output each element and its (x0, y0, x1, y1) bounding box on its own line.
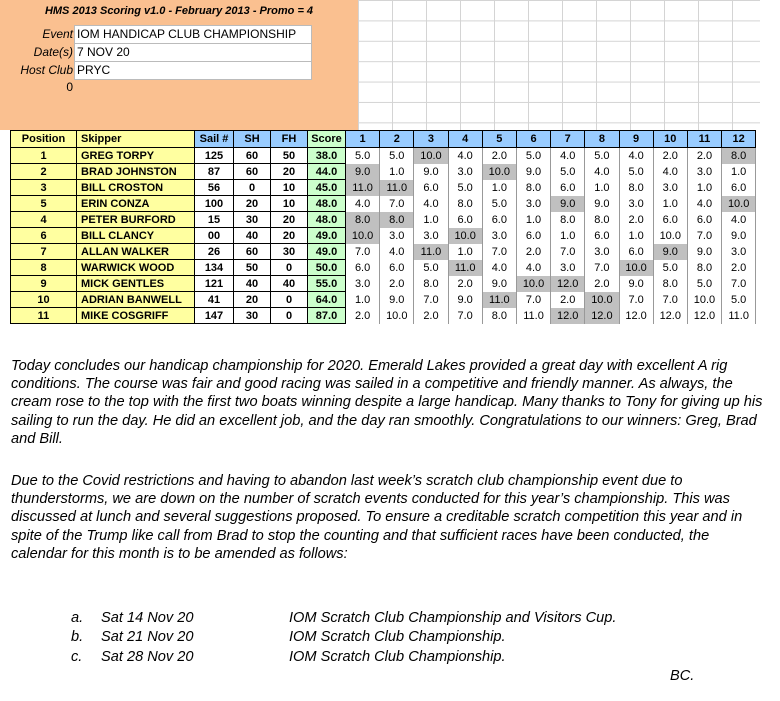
column-header: FH (271, 131, 308, 148)
race-score-cell: 1.0 (653, 196, 687, 212)
cell-sh: 30 (234, 308, 271, 324)
cell-fh: 0 (271, 260, 308, 276)
race-score-cell: 8.0 (653, 276, 687, 292)
race-score-cell: 7.0 (619, 292, 653, 308)
table-row (11, 260, 756, 276)
cell-score: 49.0 (308, 228, 346, 244)
race-score-cell: 7.0 (653, 292, 687, 308)
table-row (11, 180, 756, 196)
race-score-cell: 9.0 (516, 164, 550, 180)
race-score-cell: 3.0 (346, 276, 380, 292)
race-score-cell: 12.0 (551, 276, 585, 292)
race-score-cell: 2.0 (516, 244, 550, 260)
race-score-cell: 7.0 (448, 308, 482, 324)
race-score-cell: 1.0 (619, 228, 653, 244)
race-score-cell: 4.0 (482, 260, 516, 276)
race-score-cell: 10.0 (619, 260, 653, 276)
report-paragraph-2: Due to the Covid restrictions and having to abandon last week’s scratch club championship event due to thunderstorms, we are down on the number of scratch events conducted for this year’s championship. This was discussed at lunch and several suggestions proposed. To ensure a creditable scratch competition this year and in spite of the Trump like call from Brad to stop the counting and that sufficient races have been conducted, the calendar for this month is to be amended as follows: (11, 473, 743, 562)
race-score-cell: 11.0 (448, 260, 482, 276)
cell-sail: 41 (195, 292, 234, 308)
cell-fh: 10 (271, 180, 308, 196)
race-score-cell: 1.0 (722, 164, 756, 180)
race-score-cell: 4.0 (653, 164, 687, 180)
cell-sh: 60 (234, 244, 271, 260)
cell-sail: 125 (195, 148, 234, 164)
cell-fh: 30 (271, 244, 308, 260)
calendar-event: IOM Scratch Club Championship and Visitors Cup. (289, 610, 617, 626)
race-score-cell: 8.0 (551, 212, 585, 228)
cell-pos: 4 (11, 212, 77, 228)
race-score-cell: 4.0 (346, 196, 380, 212)
column-header: 7 (551, 131, 585, 148)
cell-fh: 20 (271, 164, 308, 180)
race-score-cell: 8.0 (516, 180, 550, 196)
dates-field[interactable]: 7 NOV 20 (74, 43, 312, 62)
race-score-cell: 5.0 (653, 260, 687, 276)
race-score-cell: 9.0 (414, 164, 448, 180)
column-header: SH (234, 131, 271, 148)
race-score-cell: 5.0 (619, 164, 653, 180)
race-score-cell: 2.0 (380, 276, 414, 292)
cell-score: 38.0 (308, 148, 346, 164)
race-score-cell: 11.0 (414, 244, 448, 260)
empty-grid (358, 0, 760, 130)
column-header: 12 (722, 131, 756, 148)
race-score-cell: 3.0 (619, 196, 653, 212)
race-score-cell: 5.0 (516, 148, 550, 164)
table-row (11, 276, 756, 292)
race-score-cell: 9.0 (722, 228, 756, 244)
column-header: 2 (380, 131, 414, 148)
column-header: Position (11, 131, 77, 148)
race-score-cell: 12.0 (619, 308, 653, 324)
calendar-letter: a. (71, 610, 84, 626)
race-score-cell: 10.0 (585, 292, 619, 308)
cell-pos: 5 (11, 196, 77, 212)
race-score-cell: 5.0 (551, 164, 585, 180)
race-score-cell: 2.0 (448, 276, 482, 292)
cell-score: 48.0 (308, 196, 346, 212)
column-header: 6 (516, 131, 550, 148)
cell-fh: 50 (271, 148, 308, 164)
column-header: 4 (448, 131, 482, 148)
race-score-cell: 5.0 (687, 276, 721, 292)
race-score-cell: 7.0 (551, 244, 585, 260)
race-score-cell: 4.0 (722, 212, 756, 228)
race-score-cell: 5.0 (448, 180, 482, 196)
race-score-cell: 9.0 (585, 196, 619, 212)
table-row (11, 196, 756, 212)
cell-fh: 0 (271, 292, 308, 308)
race-score-cell: 4.0 (687, 196, 721, 212)
cell-skipper: ALLAN WALKER (77, 244, 195, 260)
race-score-cell: 4.0 (551, 148, 585, 164)
race-score-cell: 8.0 (414, 276, 448, 292)
race-score-cell: 3.0 (653, 180, 687, 196)
cell-fh: 0 (271, 308, 308, 324)
cell-sh: 50 (234, 260, 271, 276)
cell-score: 45.0 (308, 180, 346, 196)
race-score-cell: 9.0 (653, 244, 687, 260)
race-score-cell: 6.0 (653, 212, 687, 228)
race-score-cell: 5.0 (585, 148, 619, 164)
cell-pos: 8 (11, 260, 77, 276)
cell-pos: 7 (11, 244, 77, 260)
results-table (10, 130, 756, 324)
column-header: 5 (482, 131, 516, 148)
race-score-cell: 2.0 (482, 148, 516, 164)
cell-pos: 6 (11, 228, 77, 244)
race-score-cell: 8.0 (346, 212, 380, 228)
race-score-cell: 5.0 (722, 292, 756, 308)
race-score-cell: 8.0 (448, 196, 482, 212)
race-score-cell: 3.0 (516, 196, 550, 212)
race-score-cell: 6.0 (551, 180, 585, 196)
race-score-cell: 7.0 (380, 196, 414, 212)
race-score-cell: 6.0 (380, 260, 414, 276)
counter-value: 0 (66, 80, 73, 94)
cell-pos: 3 (11, 180, 77, 196)
race-score-cell: 9.0 (482, 276, 516, 292)
calendar-event: IOM Scratch Club Championship. (289, 649, 506, 665)
race-score-cell: 9.0 (448, 292, 482, 308)
race-score-cell: 11.0 (346, 180, 380, 196)
table-row (11, 228, 756, 244)
race-score-cell: 11.0 (722, 308, 756, 324)
cell-pos: 9 (11, 276, 77, 292)
cell-sail: 00 (195, 228, 234, 244)
cell-score: 44.0 (308, 164, 346, 180)
race-score-cell: 3.0 (585, 244, 619, 260)
host-club-field[interactable]: PRYC (74, 61, 312, 80)
race-score-cell: 8.0 (380, 212, 414, 228)
dates-label: Date(s) (33, 45, 73, 59)
event-field[interactable]: IOM HANDICAP CLUB CHAMPIONSHIP (74, 25, 312, 44)
scoring-title: HMS 2013 Scoring v1.0 - February 2013 - Promo = 4 (44, 5, 314, 17)
cell-score: 50.0 (308, 260, 346, 276)
race-score-cell: 3.0 (482, 228, 516, 244)
race-score-cell: 12.0 (551, 308, 585, 324)
race-score-cell: 1.0 (516, 212, 550, 228)
cell-skipper: ERIN CONZA (77, 196, 195, 212)
race-score-cell: 3.0 (722, 244, 756, 260)
host-club-label: Host Club (20, 63, 73, 77)
table-row (11, 164, 756, 180)
cell-sh: 40 (234, 228, 271, 244)
race-score-cell: 10.0 (687, 292, 721, 308)
cell-skipper: ADRIAN BANWELL (77, 292, 195, 308)
cell-sh: 40 (234, 276, 271, 292)
table-row (11, 244, 756, 260)
race-score-cell: 8.0 (482, 308, 516, 324)
race-score-cell: 5.0 (346, 148, 380, 164)
race-score-cell: 2.0 (619, 212, 653, 228)
race-score-cell: 6.0 (722, 180, 756, 196)
cell-sh: 60 (234, 164, 271, 180)
race-score-cell: 3.0 (687, 164, 721, 180)
race-score-cell: 1.0 (414, 212, 448, 228)
race-score-cell: 2.0 (687, 148, 721, 164)
race-score-cell: 2.0 (585, 276, 619, 292)
cell-sail: 87 (195, 164, 234, 180)
cell-fh: 20 (271, 228, 308, 244)
race-score-cell: 2.0 (346, 308, 380, 324)
race-score-cell: 10.0 (380, 308, 414, 324)
race-score-cell: 2.0 (551, 292, 585, 308)
race-score-cell: 1.0 (551, 228, 585, 244)
race-score-cell: 7.0 (414, 292, 448, 308)
race-score-cell: 5.0 (482, 196, 516, 212)
calendar-date: Sat 21 Nov 20 (101, 629, 194, 645)
race-score-cell: 4.0 (619, 148, 653, 164)
report-paragraph-1: Today concludes our handicap championship for 2020. Emerald Lakes provided a great day with excellent A rig conditions. The course was fair and good racing was sailed in a competitive and friendly manner. As always, the cream rose to the top with the first two boats winning despite a large handicap. Many thanks to Tony for giving up his sailing to run the day. He did an excellent job, and the day ran smoothly. Congratulations to our winners: Greg, Brad and Bill. (11, 358, 763, 447)
cell-score: 55.0 (308, 276, 346, 292)
cell-skipper: WARWICK WOOD (77, 260, 195, 276)
cell-pos: 10 (11, 292, 77, 308)
race-score-cell: 4.0 (414, 196, 448, 212)
race-score-cell: 8.0 (722, 148, 756, 164)
cell-fh: 40 (271, 276, 308, 292)
race-score-cell: 8.0 (687, 260, 721, 276)
cell-skipper: BILL CROSTON (77, 180, 195, 196)
cell-sail: 100 (195, 196, 234, 212)
cell-fh: 10 (271, 196, 308, 212)
cell-skipper: BILL CLANCY (77, 228, 195, 244)
column-header: 8 (585, 131, 619, 148)
race-score-cell: 9.0 (346, 164, 380, 180)
column-header: 11 (687, 131, 721, 148)
race-score-cell: 6.0 (687, 212, 721, 228)
calendar-letter: c. (71, 649, 83, 665)
race-score-cell: 7.0 (516, 292, 550, 308)
race-score-cell: 2.0 (722, 260, 756, 276)
cell-sail: 15 (195, 212, 234, 228)
race-score-cell: 12.0 (687, 308, 721, 324)
race-score-cell: 3.0 (414, 228, 448, 244)
race-score-cell: 3.0 (448, 164, 482, 180)
column-header: 1 (346, 131, 380, 148)
race-score-cell: 11.0 (516, 308, 550, 324)
race-score-cell: 8.0 (585, 212, 619, 228)
race-score-cell: 12.0 (585, 308, 619, 324)
calendar-event: IOM Scratch Club Championship. (289, 629, 506, 645)
table-row (11, 148, 756, 164)
cell-pos: 11 (11, 308, 77, 324)
cell-score: 48.0 (308, 212, 346, 228)
column-header: 3 (414, 131, 448, 148)
race-score-cell: 6.0 (448, 212, 482, 228)
cell-sh: 20 (234, 196, 271, 212)
cell-score: 49.0 (308, 244, 346, 260)
race-score-cell: 3.0 (380, 228, 414, 244)
race-score-cell: 2.0 (414, 308, 448, 324)
cell-sail: 26 (195, 244, 234, 260)
cell-sail: 121 (195, 276, 234, 292)
cell-pos: 1 (11, 148, 77, 164)
cell-skipper: PETER BURFORD (77, 212, 195, 228)
race-score-cell: 11.0 (380, 180, 414, 196)
calendar-date: Sat 28 Nov 20 (101, 649, 194, 665)
race-score-cell: 9.0 (551, 196, 585, 212)
cell-sh: 0 (234, 180, 271, 196)
race-score-cell: 8.0 (619, 180, 653, 196)
race-score-cell: 9.0 (687, 244, 721, 260)
race-score-cell: 10.0 (414, 148, 448, 164)
race-score-cell: 1.0 (346, 292, 380, 308)
table-row (11, 308, 756, 324)
spreadsheet (0, 0, 760, 340)
race-score-cell: 10.0 (653, 228, 687, 244)
cell-score: 87.0 (308, 308, 346, 324)
race-score-cell: 9.0 (380, 292, 414, 308)
race-score-cell: 4.0 (585, 164, 619, 180)
column-header: Score (308, 131, 346, 148)
race-score-cell: 1.0 (380, 164, 414, 180)
race-score-cell: 2.0 (653, 148, 687, 164)
race-score-cell: 3.0 (551, 260, 585, 276)
race-score-cell: 5.0 (380, 148, 414, 164)
table-row (11, 212, 756, 228)
race-score-cell: 7.0 (346, 244, 380, 260)
race-score-cell: 7.0 (585, 260, 619, 276)
race-score-cell: 6.0 (585, 228, 619, 244)
cell-sh: 60 (234, 148, 271, 164)
table-row (11, 292, 756, 308)
race-score-cell: 1.0 (448, 244, 482, 260)
cell-skipper: MICK GENTLES (77, 276, 195, 292)
race-score-cell: 6.0 (516, 228, 550, 244)
race-score-cell: 5.0 (414, 260, 448, 276)
column-header: Sail # (195, 131, 234, 148)
cell-skipper: BRAD JOHNSTON (77, 164, 195, 180)
cell-pos: 2 (11, 164, 77, 180)
race-score-cell: 6.0 (414, 180, 448, 196)
column-header: Skipper (77, 131, 195, 148)
cell-fh: 20 (271, 212, 308, 228)
cell-sh: 20 (234, 292, 271, 308)
event-label: Event (42, 27, 73, 41)
cell-score: 64.0 (308, 292, 346, 308)
race-score-cell: 9.0 (619, 276, 653, 292)
cell-skipper: MIKE COSGRIFF (77, 308, 195, 324)
event-header-panel (0, 0, 358, 130)
column-header: 9 (619, 131, 653, 148)
calendar-letter: b. (71, 629, 84, 645)
race-score-cell: 11.0 (482, 292, 516, 308)
signature: BC. (670, 668, 695, 684)
cell-sail: 147 (195, 308, 234, 324)
cell-sh: 30 (234, 212, 271, 228)
column-header: 10 (653, 131, 687, 148)
calendar-date: Sat 14 Nov 20 (101, 610, 194, 626)
race-score-cell: 6.0 (482, 212, 516, 228)
race-score-cell: 4.0 (516, 260, 550, 276)
race-score-cell: 1.0 (687, 180, 721, 196)
race-score-cell: 10.0 (516, 276, 550, 292)
race-score-cell: 6.0 (346, 260, 380, 276)
race-score-cell: 10.0 (346, 228, 380, 244)
race-score-cell: 10.0 (482, 164, 516, 180)
race-score-cell: 4.0 (448, 148, 482, 164)
race-score-cell: 6.0 (619, 244, 653, 260)
table-header-row (11, 131, 756, 148)
race-score-cell: 7.0 (687, 228, 721, 244)
race-score-cell: 4.0 (380, 244, 414, 260)
race-score-cell: 7.0 (482, 244, 516, 260)
cell-skipper: GREG TORPY (77, 148, 195, 164)
cell-sail: 134 (195, 260, 234, 276)
race-score-cell: 10.0 (448, 228, 482, 244)
race-score-cell: 10.0 (722, 196, 756, 212)
race-score-cell: 1.0 (482, 180, 516, 196)
race-score-cell: 12.0 (653, 308, 687, 324)
race-score-cell: 7.0 (722, 276, 756, 292)
cell-sail: 56 (195, 180, 234, 196)
race-score-cell: 1.0 (585, 180, 619, 196)
